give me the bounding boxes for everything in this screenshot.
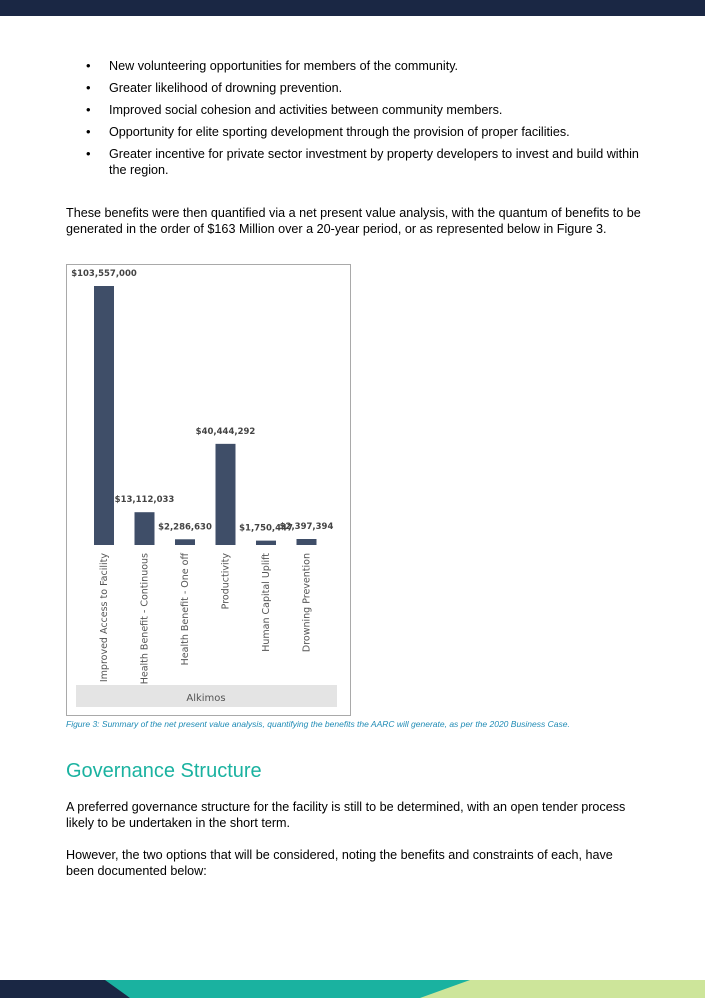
data-label: $103,557,000 — [71, 269, 137, 279]
section-heading: Governance Structure — [66, 760, 262, 782]
tick-label: Health Benefit - Continuous — [139, 553, 151, 685]
data-label: $40,444,292 — [195, 426, 256, 437]
bar-chart — [67, 265, 350, 715]
list-item: • Opportunity for elite sporting development through the provision of proper facilities. — [66, 124, 646, 140]
benefits-list — [66, 58, 646, 184]
options-paragraph: However, the two options that will be considered, noting the benefits and constraints of each, have been documented below: — [66, 848, 613, 878]
intro-paragraph: These benefits were then quantified via a net present value analysis, with the quantum of benefits to be generated in the order of $163 Million over a 20-year period, or as represented below in Figure 3. — [66, 206, 641, 236]
figure-caption: Figure 3: Summary of the net present value analysis, quantifying the benefits the AARC will generate, as per the 2020 Business Case. — [66, 719, 570, 729]
governance-paragraph: A preferred governance structure for the facility is still to be determined, with an open tender process likely to be undertaken in the short term. — [66, 800, 626, 830]
bar-drowning-prevention — [297, 539, 317, 545]
list-item: • Greater incentive for private sector investment by property developers to invest and build within the region. — [66, 146, 646, 178]
data-label: $2,397,394 — [279, 522, 334, 533]
tick-label: Productivity — [220, 553, 232, 610]
list-item: • New volunteering opportunities for members of the community. — [66, 58, 646, 74]
footer-band — [0, 980, 705, 998]
tick-label: Drowning Prevention — [301, 553, 313, 653]
list-item: • Greater likelihood of drowning prevention. — [66, 80, 646, 96]
bar-improved-access-to-facility — [94, 286, 114, 545]
data-label: $1,750,447 — [239, 523, 293, 534]
data-label: $13,112,033 — [114, 495, 175, 506]
figure-3-chart — [66, 264, 351, 716]
tick-label: Improved Access to Facility — [99, 553, 110, 683]
bar-health-benefit-continuous — [135, 512, 155, 545]
bar-productivity — [216, 444, 236, 545]
bar-health-benefit-one-off — [175, 539, 195, 545]
list-item: • Improved social cohesion and activities between community members. — [66, 102, 646, 118]
bar-human-capital-uplift — [256, 541, 276, 545]
group-label: Alkimos — [186, 693, 226, 704]
tick-label: Human Capital Uplift — [261, 553, 272, 652]
header-bar — [0, 0, 705, 16]
tick-label: Health Benefit - One off — [180, 553, 191, 666]
data-label: $2,286,630 — [158, 522, 212, 533]
